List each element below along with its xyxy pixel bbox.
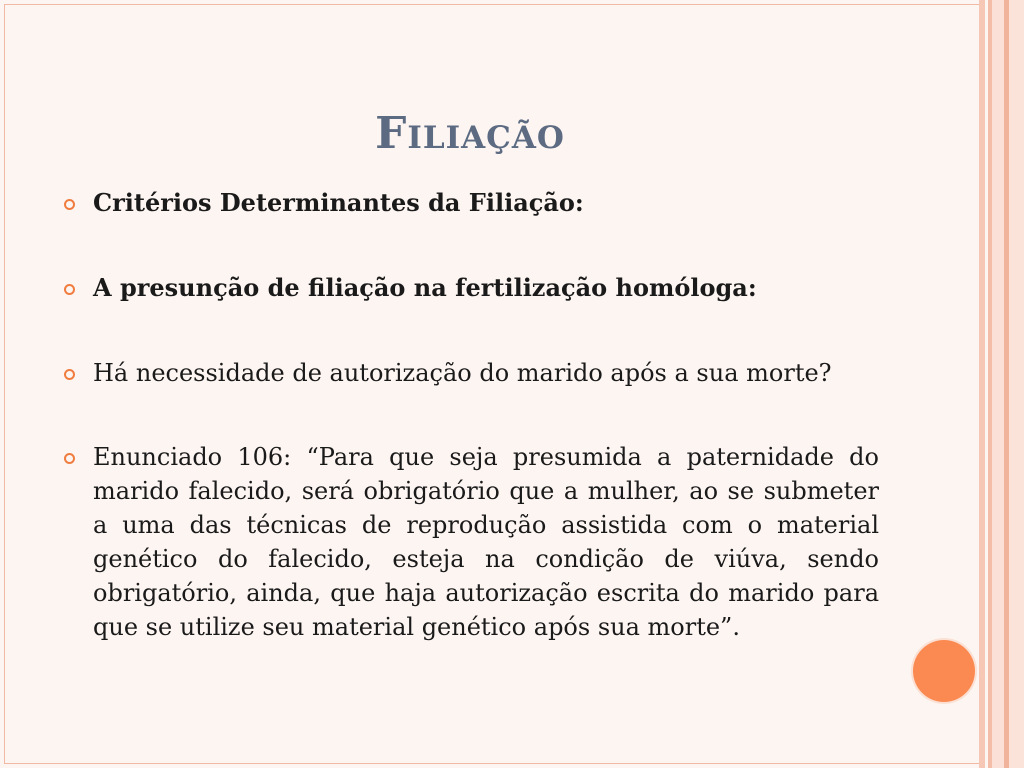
bullet-item: [62, 186, 879, 220]
bullet-marker-icon: [64, 199, 75, 210]
bullet-item: [62, 271, 879, 305]
bullet-marker-icon: [64, 284, 75, 295]
bullet-text: Enunciado 106: “Para que seja presumida a paternidade do marido falecido, será obrigatório que a mulher, ao se submeter a uma das técnicas de reprodução assistida com o material genético do falecido, esteja na condição de viúva, sendo obrigatório, ainda, que haja autorização escrita do marido para que se utilize seu material genético após sua morte”.: [93, 443, 879, 641]
decorative-circle: [913, 640, 975, 702]
bullet-marker-icon: [64, 453, 75, 464]
bullet-list: [62, 186, 879, 644]
bullet-text: Há necessidade de autorização do marido após a sua morte?: [93, 359, 832, 387]
bullet-text: A presunção de filiação na fertilização homóloga:: [93, 273, 757, 302]
decorative-stripe: [1009, 0, 1024, 768]
bullet-text: Critérios Determinantes da Filiação:: [93, 188, 584, 217]
bullet-item: [62, 440, 879, 644]
bullet-item: [62, 356, 879, 390]
bullet-marker-icon: [64, 369, 75, 380]
decorative-stripe: [992, 0, 1004, 768]
slide-title: Filiação: [375, 108, 565, 159]
